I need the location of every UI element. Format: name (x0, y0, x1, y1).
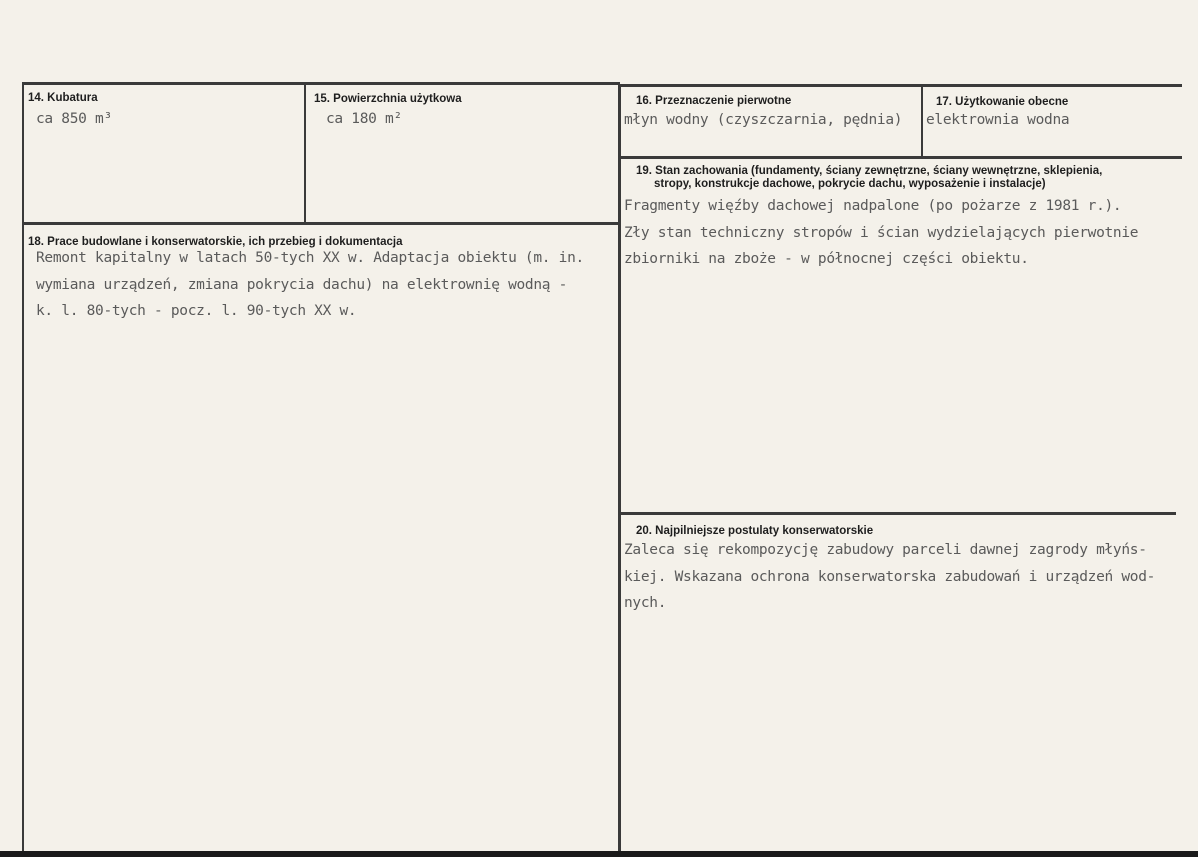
przeznaczenie-label: 16. Przeznaczenie pierwotne (636, 95, 792, 107)
left-border (22, 82, 24, 857)
prace-budowlane-text (36, 245, 584, 325)
uzytkowanie-value: elektrownia wodna (926, 112, 1070, 128)
divider-row1-row2-left (22, 222, 620, 225)
top-border-right (620, 84, 1182, 87)
stan-line: Fragmenty więźby dachowej nadpalone (po pożarze z 1981 r.). (624, 198, 1122, 214)
prace-budowlane-label: 18. Prace budowlane i konserwatorskie, ich przebieg i dokumentacja (28, 236, 403, 248)
uzytkowanie-label: 17. Użytkowanie obecne (936, 96, 1069, 108)
stan-zachowania-text (624, 193, 1138, 273)
postulaty-line: Zaleca się rekompozycję zabudowy parceli dawnej zagrody młyńs- (624, 542, 1147, 558)
bottom-edge (0, 851, 1198, 857)
divider-14-15 (304, 85, 306, 223)
stan-zachowania-label (632, 165, 1168, 191)
prace-line: Remont kapitalny w latach 50-tych XX w. Adaptacja obiektu (m. in. (36, 250, 584, 266)
top-border-left (22, 82, 620, 85)
kubatura-value: ca 850 m³ (36, 111, 112, 127)
stan-line: Zły stan techniczny stropów i ścian wydzielających pierwotnie (624, 224, 1139, 241)
postulaty-line: kiej. Wskazana ochrona konserwatorska zabudowań i urządzeń wod- (624, 568, 1156, 585)
divider-16-17 (921, 86, 923, 158)
postulaty-label: 20. Najpilniejsze postulaty konserwatorskie (636, 525, 874, 537)
stan-label-line1: 19. Stan zachowania (fundamenty, ściany zewnętrzne, ściany wewnętrzne, sklepienia, (636, 165, 1103, 177)
postulaty-text (624, 537, 1155, 617)
stan-line: zbiorniki na zboże - w północnej części obiektu. (624, 251, 1029, 267)
postulaty-line: nych. (624, 595, 667, 611)
stan-label-line2: stropy, konstrukcje dachowe, pokrycie dachu, wyposażenie i instalacje) (654, 178, 1046, 190)
powierzchnia-label: 15. Powierzchnia użytkowa (314, 93, 462, 105)
prace-line: k. l. 80-tych - pocz. l. 90-tych XX w. (36, 303, 357, 319)
divider-16-19 (620, 156, 1182, 159)
powierzchnia-value: ca 180 m² (326, 111, 402, 127)
divider-left-right (618, 84, 621, 857)
kubatura-label: 14. Kubatura (28, 92, 98, 104)
przeznaczenie-value: młyn wodny (czyszczarnia, pędnia) (624, 112, 903, 128)
prace-line: wymiana urządzeń, zmiana pokrycia dachu) na elektrownię wodną - (36, 276, 568, 293)
divider-19-20 (620, 512, 1176, 515)
